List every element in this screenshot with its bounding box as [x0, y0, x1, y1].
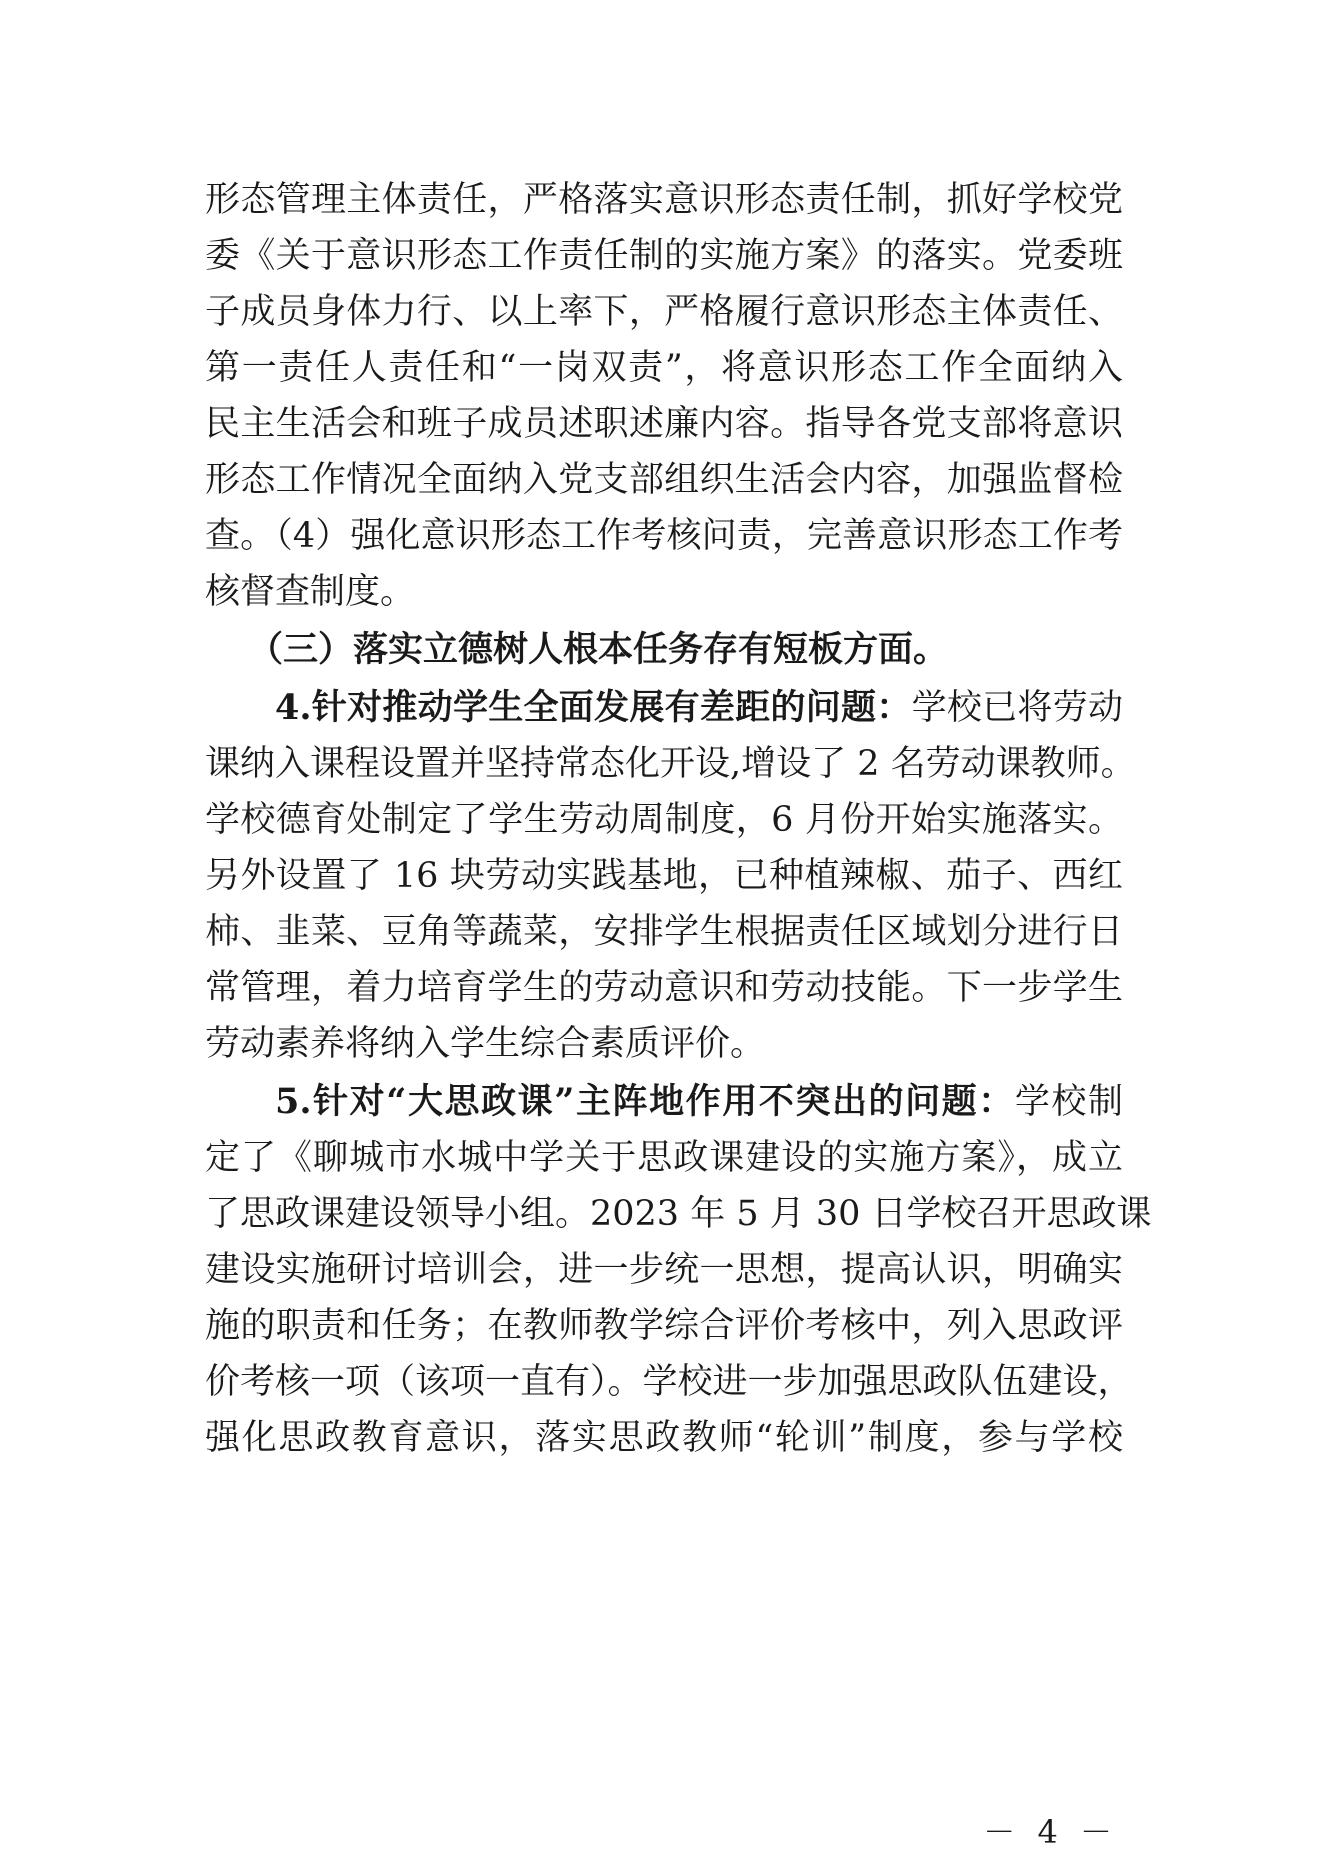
- line-text: 子成员身体力行、以上率下，严格履行意识形态主体责任、: [205, 292, 1123, 332]
- line-text: 民主生活会和班子成员述职述廉内容。指导各党支部将意识: [205, 404, 1123, 444]
- paragraph-line: [205, 1408, 1123, 1468]
- paragraph-line: [205, 790, 1123, 850]
- paragraph-line: [205, 846, 1123, 906]
- paragraph-line: [205, 170, 1123, 230]
- paragraph-line: [205, 902, 1123, 962]
- item-lead: 5.针对“大思政课”主阵地作用不突出的问题：: [275, 1081, 1015, 1122]
- paragraph-line: [205, 1352, 1133, 1412]
- line-text: 常管理，着力培育学生的劳动意识和劳动技能。下一步学生: [205, 968, 1123, 1008]
- paragraph-line: [205, 1296, 1123, 1356]
- paragraph-line: [205, 1184, 1152, 1244]
- line-text: 强化思政教育意识，落实思政教师“轮训”制度，参与学校: [205, 1418, 1123, 1458]
- line-text: 另外设置了 16 块劳动实践基地，已种植辣椒、茄子、西红: [205, 856, 1123, 896]
- line-text: 建设实施研讨培训会，进一步统一思想，提高认识，明确实: [205, 1250, 1123, 1290]
- line-text: 形态工作情况全面纳入党支部组织生活会内容，加强监督检: [205, 460, 1123, 500]
- section-heading: [248, 620, 1123, 680]
- line-text: 形态管理主体责任，严格落实意识形态责任制，抓好学校党: [205, 180, 1123, 220]
- line-text: 学校制: [1014, 1082, 1123, 1122]
- line-text: 委《关于意识形态工作责任制的实施方案》的落实。党委班: [205, 236, 1123, 276]
- line-text: 课纳入课程设置并坚持常态化开设,增设了 2 名劳动课教师。: [205, 744, 1136, 784]
- page-number: － 4 －: [983, 1813, 1118, 1851]
- heading-text: （三）落实立德树人根本任务存有短板方面。: [248, 629, 949, 670]
- line-text: 第一责任人责任和“一岗双责”，将意识形态工作全面纳入: [205, 348, 1123, 388]
- paragraph-line: [205, 394, 1123, 454]
- line-text: 柿、韭菜、豆角等蔬菜，安排学生根据责任区域划分进行日: [205, 912, 1123, 952]
- paragraph-line: [205, 338, 1123, 398]
- paragraph-line: [205, 562, 1123, 622]
- line-text: 核督查制度。: [205, 572, 416, 612]
- line-text: 查。（4）强化意识形态工作考核问责，完善意识形态工作考: [205, 516, 1123, 556]
- line-text: 施的职责和任务；在教师教学综合评价考核中，列入思政评: [205, 1306, 1123, 1346]
- paragraph-line: [205, 1240, 1123, 1300]
- paragraph-line: [205, 226, 1123, 286]
- paragraph-line: [205, 450, 1123, 510]
- paragraph-line: [205, 282, 1123, 342]
- paragraph-line: [205, 1128, 1123, 1188]
- item-lead: 4.针对推动学生全面发展有差距的问题：: [275, 687, 912, 728]
- line-text: 学校德育处制定了学生劳动周制度，6 月份开始实施落实。: [205, 800, 1123, 840]
- line-text: 定了《聊城市水城中学关于思政课建设的实施方案》，成立: [205, 1138, 1123, 1178]
- line-text: 学校已将劳动: [911, 688, 1123, 728]
- paragraph-line: [205, 734, 1136, 794]
- paragraph-line: [275, 678, 1123, 738]
- paragraph-line: [275, 1072, 1123, 1132]
- paragraph-line: [205, 958, 1123, 1018]
- paragraph-line: [205, 506, 1123, 566]
- line-text: 价考核一项（该项一直有）。学校进一步加强思政队伍建设，: [205, 1362, 1133, 1402]
- paragraph-line: [205, 1014, 1123, 1074]
- line-text: 了思政课建设领导小组。2023 年 5 月 30 日学校召开思政课: [205, 1194, 1152, 1234]
- line-text: 劳动素养将纳入学生综合素质评价。: [205, 1024, 766, 1064]
